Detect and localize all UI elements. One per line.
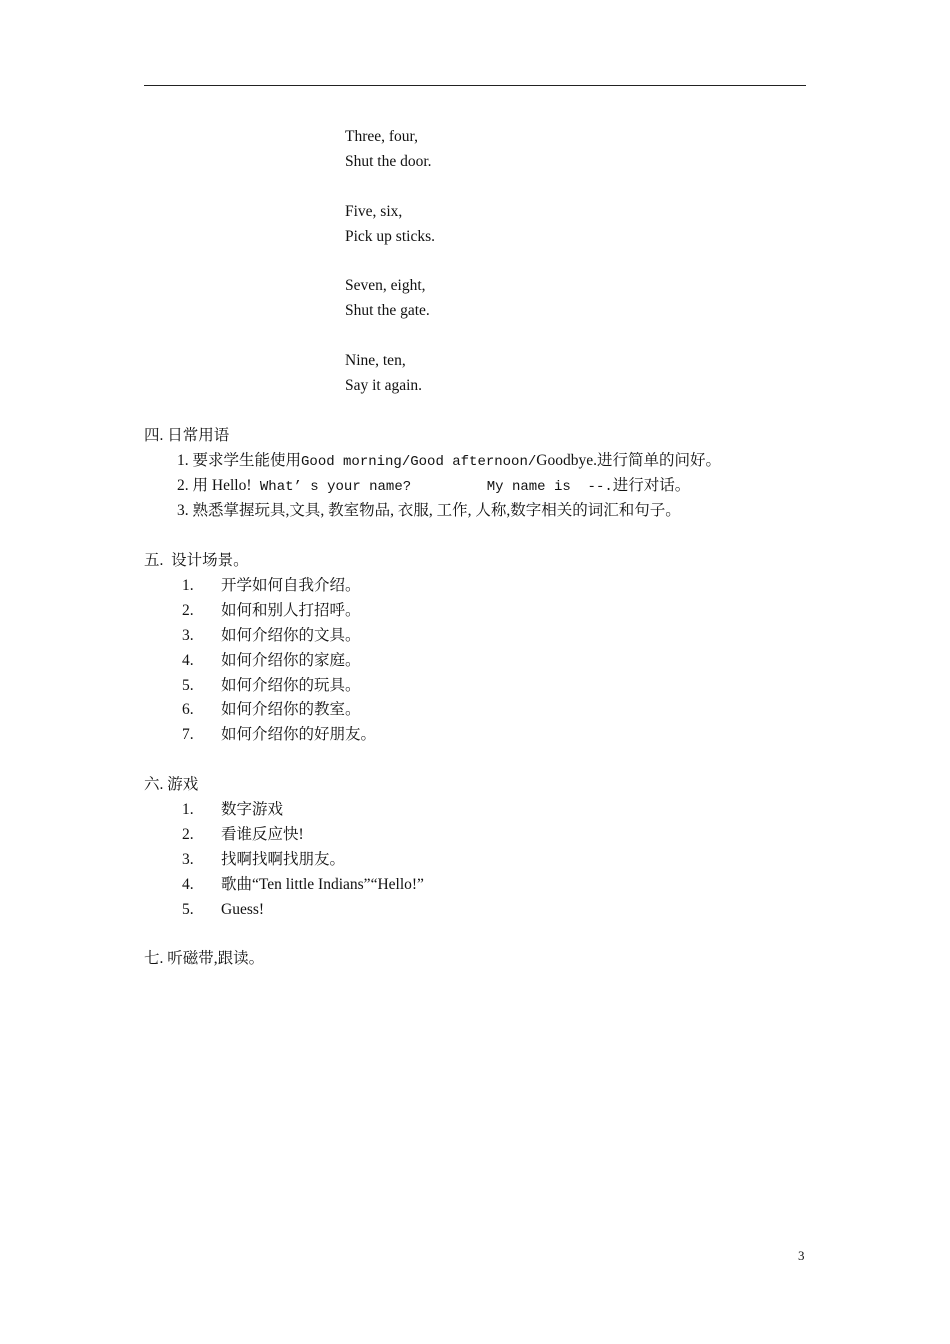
list-item: 如何介绍你的教室。 <box>221 701 361 718</box>
list-item-number: 6. <box>182 701 194 718</box>
list-item-number: 1. <box>182 801 194 818</box>
header-rule <box>144 85 806 86</box>
list-item: 找啊找啊找朋友。 <box>221 851 346 868</box>
section-4-item-2 <box>177 476 690 497</box>
section-6-title: 六. 游戏 <box>144 776 199 793</box>
poem-line-3: Five, six, <box>345 203 403 220</box>
list-item-number: 4. <box>182 652 194 669</box>
list-item-number: 5. <box>182 677 194 694</box>
page-number: 3 <box>798 1248 805 1263</box>
section-7-title: 七. 听磁带,跟读。 <box>144 950 265 967</box>
poem-line-1: Three, four, <box>345 128 418 145</box>
list-item: 数字游戏 <box>221 801 284 818</box>
item-text: 用 <box>192 477 212 494</box>
item-text-goodbye: Goodbye. <box>536 452 597 469</box>
list-item-number: 2. <box>182 826 194 843</box>
item-text: 要求学生能使用 <box>192 452 302 469</box>
list-item: Guess! <box>221 901 265 918</box>
poem-line-4: Pick up sticks. <box>345 228 435 245</box>
item-number: 1. <box>177 452 189 469</box>
list-item-number: 3. <box>182 627 194 644</box>
item-text-hello: Hello! <box>211 477 252 494</box>
item-text-mono: What’ s your name? My name is --. <box>251 479 613 495</box>
item-text: 熟悉掌握玩具,文具, 教室物品, 衣服, 工作, 人称,数字相关的词汇和句子。 <box>192 502 681 519</box>
list-item-number: 1. <box>182 577 194 594</box>
section-4-title: 四. 日常用语 <box>144 427 230 444</box>
list-item: 如何介绍你的文具。 <box>221 627 361 644</box>
section-5-title: 五. 设计场景。 <box>144 552 249 569</box>
list-item: 如何介绍你的家庭。 <box>221 652 361 669</box>
item-text-end: 进行简单的问好。 <box>596 452 721 469</box>
section-4-item-3 <box>177 501 681 521</box>
poem-line-7: Nine, ten, <box>345 352 406 369</box>
list-item-number: 3. <box>182 851 194 868</box>
poem-line-8: Say it again. <box>345 377 423 394</box>
list-item: 如何介绍你的玩具。 <box>221 677 361 694</box>
list-item: 如何介绍你的好朋友。 <box>221 726 377 743</box>
list-item: 开学如何自我介绍。 <box>221 577 361 594</box>
list-item-number: 2. <box>182 602 194 619</box>
item-number: 2. <box>177 477 189 494</box>
list-item-number: 5. <box>182 901 194 918</box>
list-item-number: 7. <box>182 726 194 743</box>
item-number: 3. <box>177 502 189 519</box>
list-item: 看谁反应快! <box>221 826 304 843</box>
list-item-number: 4. <box>182 876 194 893</box>
section-4-item-1 <box>177 451 721 472</box>
poem-line-5: Seven, eight, <box>345 277 426 294</box>
item-text-end: 进行对话。 <box>612 477 691 494</box>
poem-line-6: Shut the gate. <box>345 302 430 319</box>
list-item: 如何和别人打招呼。 <box>221 602 361 619</box>
poem-line-2: Shut the door. <box>345 153 432 170</box>
item-text-mono: Good morning/Good afternoon/ <box>301 454 537 470</box>
list-item: 歌曲“Ten little Indians”“Hello!” <box>221 876 424 893</box>
